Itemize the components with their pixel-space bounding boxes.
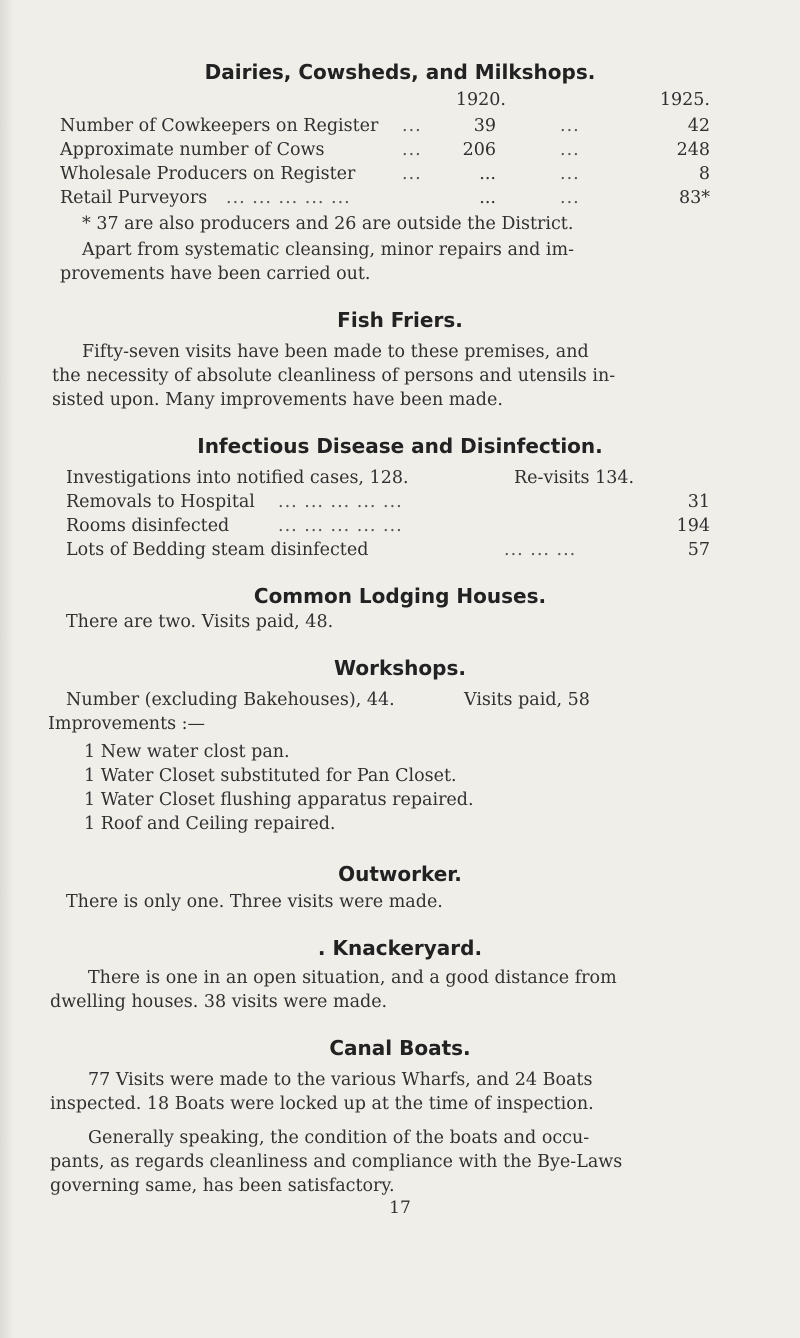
list-item: 1 New water clost pan. bbox=[84, 742, 290, 762]
row-dots: ... ... ... ... ... bbox=[278, 516, 403, 536]
row-label: Wholesale Producers on Register bbox=[60, 164, 356, 184]
row-label: Number of Cowkeepers on Register bbox=[60, 116, 379, 136]
page-number: 17 bbox=[389, 1198, 411, 1218]
row-value: 31 bbox=[687, 492, 710, 512]
row-dots: ... bbox=[402, 140, 422, 160]
row-label: Retail Purveyors bbox=[60, 188, 208, 208]
value-1925: 8 bbox=[698, 164, 710, 184]
value-1920: 39 bbox=[473, 116, 496, 136]
col-header-1925: 1925. bbox=[659, 90, 710, 110]
value-1925: 83* bbox=[678, 188, 710, 208]
investigations-line: Investigations into notified cases, 128. bbox=[66, 468, 409, 488]
row-dots: ... ... ... ... ... bbox=[226, 188, 351, 208]
workshops-visits: Visits paid, 58 bbox=[464, 690, 590, 710]
list-item: 1 Water Closet substituted for Pan Closet. bbox=[84, 766, 457, 786]
value-1925: 42 bbox=[687, 116, 710, 136]
dairies-footnote: * 37 are also producers and 26 are outside the District. bbox=[82, 214, 574, 234]
row-dots: ... bbox=[402, 116, 422, 136]
row-dots: ... bbox=[402, 164, 422, 184]
row-label: Lots of Bedding steam disinfected bbox=[66, 540, 369, 560]
value-1925: 248 bbox=[676, 140, 710, 160]
paragraph-line: Fifty-seven visits have been made to these premises, and bbox=[82, 342, 589, 362]
paragraph-line: There are two. Visits paid, 48. bbox=[66, 612, 334, 632]
paragraph-line: the necessity of absolute cleanliness of persons and utensils in- bbox=[52, 366, 616, 386]
row-value: 57 bbox=[687, 540, 710, 560]
value-1920: 206 bbox=[462, 140, 496, 160]
dairies-heading: Dairies, Cowsheds, and Milkshops. bbox=[204, 60, 596, 84]
row-dots: ... bbox=[560, 188, 580, 208]
paragraph-line: inspected. 18 Boats were locked up at the time of inspection. bbox=[50, 1094, 594, 1114]
row-dots: ... ... ... ... ... bbox=[278, 492, 403, 512]
row-dots: ... bbox=[560, 140, 580, 160]
value-1920: ... bbox=[479, 164, 496, 184]
paragraph-line: sisted upon. Many improvements have been made. bbox=[52, 390, 503, 410]
paragraph-line: governing same, has been satisfactory. bbox=[50, 1176, 395, 1196]
infectious-disease-heading: Infectious Disease and Disinfection. bbox=[197, 434, 603, 458]
row-label: Removals to Hospital bbox=[66, 492, 255, 512]
canal-boats-heading: Canal Boats. bbox=[329, 1036, 471, 1060]
row-label: Approximate number of Cows bbox=[60, 140, 325, 160]
value-1920: ... bbox=[479, 188, 496, 208]
paragraph-line: Apart from systematic cleansing, minor repairs and im- bbox=[82, 240, 575, 260]
workshops-heading: Workshops. bbox=[334, 656, 466, 680]
fish-friers-heading: Fish Friers. bbox=[337, 308, 463, 332]
improvements-label: Improvements :— bbox=[48, 714, 206, 734]
paragraph-line: dwelling houses. 38 visits were made. bbox=[50, 992, 388, 1012]
row-dots: ... ... ... bbox=[504, 540, 577, 560]
paragraph-line: Generally speaking, the condition of the boats and occu- bbox=[88, 1128, 590, 1148]
knackeryard-heading: . Knackeryard. bbox=[317, 936, 483, 960]
paragraph-line: 77 Visits were made to the various Wharfs, and 24 Boats bbox=[88, 1070, 593, 1090]
row-dots: ... bbox=[560, 164, 580, 184]
paragraph-line: provements have been carried out. bbox=[60, 264, 371, 284]
paragraph-line: There is one in an open situation, and a good distance from bbox=[88, 968, 617, 988]
row-dots: ... bbox=[560, 116, 580, 136]
workshops-number-line: Number (excluding Bakehouses), 44. bbox=[66, 690, 395, 710]
row-label: Rooms disinfected bbox=[66, 516, 230, 536]
list-item: 1 Roof and Ceiling repaired. bbox=[84, 814, 336, 834]
lodging-houses-heading: Common Lodging Houses. bbox=[253, 584, 547, 608]
col-header-1920: 1920. bbox=[455, 90, 506, 110]
outworker-heading: Outworker. bbox=[338, 862, 462, 886]
revisits-line: Re-visits 134. bbox=[514, 468, 635, 488]
paragraph-line: There is only one. Three visits were made. bbox=[66, 892, 443, 912]
list-item: 1 Water Closet flushing apparatus repaired. bbox=[84, 790, 474, 810]
paragraph-line: pants, as regards cleanliness and compliance with the Bye-Laws bbox=[50, 1152, 623, 1172]
row-value: 194 bbox=[676, 516, 710, 536]
